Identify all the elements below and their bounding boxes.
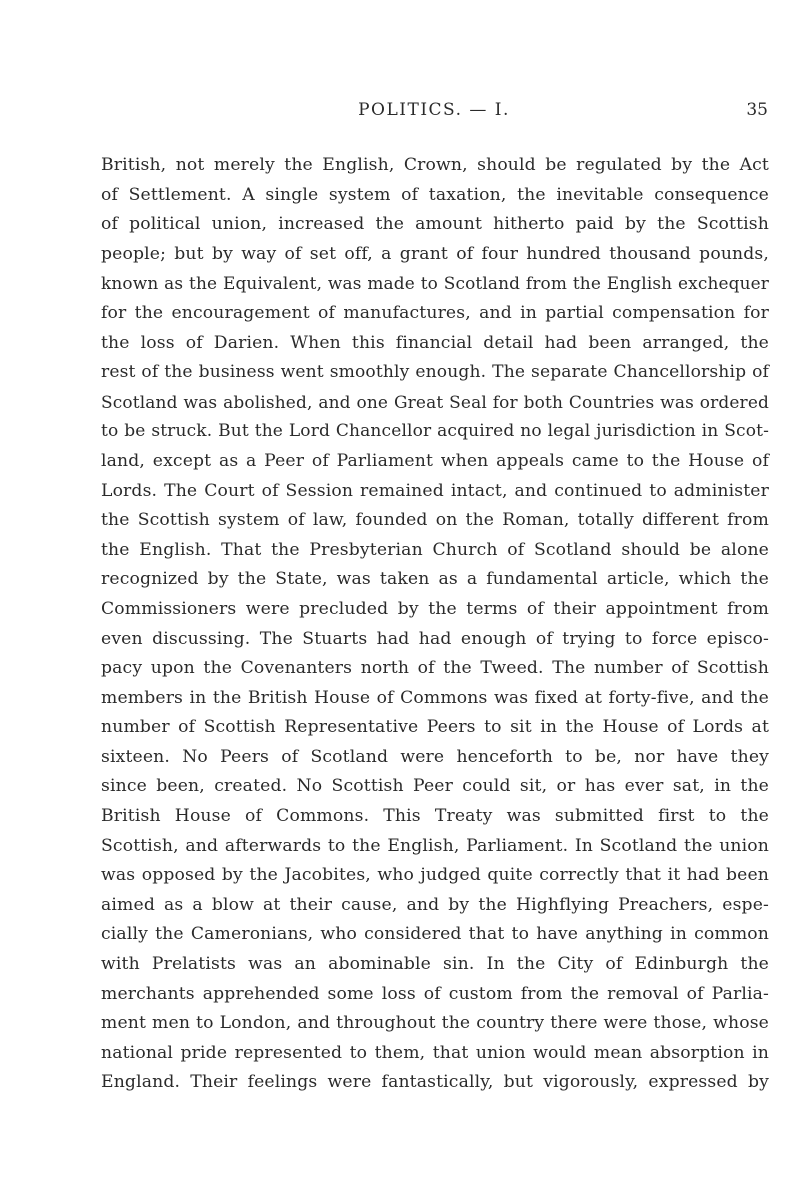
text-line: the Scottish system of law, founded on the Roman, totally different from bbox=[101, 510, 769, 531]
text-line: sixteen. No Peers of Scotland were henceforth to be, nor have they bbox=[101, 746, 769, 767]
text-line: pacy upon the Covenanters north of the Tweed. The number of Scottish bbox=[101, 658, 769, 679]
text-line: even discussing. The Stuarts had had enough of trying to force episco- bbox=[101, 628, 769, 649]
text-line: recognized by the State, was taken as a fundamental article, which the bbox=[101, 569, 769, 590]
text-line: Scottish, and afterwards to the English, Parliament. In Scotland the union bbox=[101, 835, 769, 856]
text-line: the loss of Darien. When this financial detail had been arranged, the bbox=[101, 332, 769, 353]
text-line: British House of Commons. This Treaty was submitted first to the bbox=[101, 806, 769, 827]
text-line: cially the Cameronians, who considered that to have anything in common bbox=[101, 924, 769, 945]
text-line: since been, created. No Scottish Peer could sit, or has ever sat, in the bbox=[101, 776, 769, 797]
text-line: British, not merely the English, Crown, should be regulated by the Act bbox=[101, 155, 769, 175]
body-text bbox=[101, 151, 769, 1098]
running-head: POLITICS. — I. bbox=[358, 100, 510, 120]
text-line: Scotland was abolished, and one Great Seal for both Countries was ordered bbox=[101, 391, 769, 412]
text-line: with Prelatists was an abominable sin. In the City of Edinburgh the bbox=[101, 954, 769, 975]
page-number: 35 bbox=[746, 100, 768, 120]
text-line: merchants apprehended some loss of custom from the removal of Parlia- bbox=[101, 983, 769, 1004]
text-line: ment men to London, and throughout the country there were those, whose bbox=[101, 1013, 769, 1034]
text-line: of Settlement. A single system of taxation, the inevitable consequence bbox=[101, 184, 769, 205]
text-line: known as the Equivalent, was made to Scotland from the English exchequer bbox=[101, 273, 769, 294]
text-line: England. Their feelings were fantastically, but vigorously, expressed by bbox=[101, 1072, 769, 1093]
text-line: national pride represented to them, that union would mean absorption in bbox=[101, 1042, 769, 1063]
text-line: to be struck. But the Lord Chancellor acquired no legal jurisdiction in Scot- bbox=[101, 421, 769, 442]
text-line: was opposed by the Jacobites, who judged quite correctly that it had been bbox=[101, 865, 769, 886]
text-line: aimed as a blow at their cause, and by the Highflying Preachers, espe- bbox=[101, 894, 769, 915]
page-header bbox=[100, 100, 768, 124]
text-line: members in the British House of Commons was fixed at forty-five, and the bbox=[101, 687, 769, 708]
text-line: number of Scottish Representative Peers to sit in the House of Lords at bbox=[101, 717, 769, 738]
text-line: of political union, increased the amount hitherto paid by the Scottish bbox=[101, 214, 769, 235]
text-line: for the encouragement of manufactures, and in partial compensation for bbox=[101, 302, 769, 323]
text-line: people; but by way of set off, a grant of four hundred thousand pounds, bbox=[101, 243, 769, 264]
text-line: the English. That the Presbyterian Church of Scotland should be alone bbox=[101, 539, 769, 560]
text-line: land, except as a Peer of Parliament when appeals came to the House of bbox=[101, 450, 769, 471]
text-line: Lords. The Court of Session remained intact, and continued to administer bbox=[101, 480, 769, 501]
text-line: rest of the business went smoothly enough. The separate Chancellorship of bbox=[101, 362, 769, 383]
text-line: Commissioners were precluded by the terms of their appointment from bbox=[101, 598, 769, 619]
